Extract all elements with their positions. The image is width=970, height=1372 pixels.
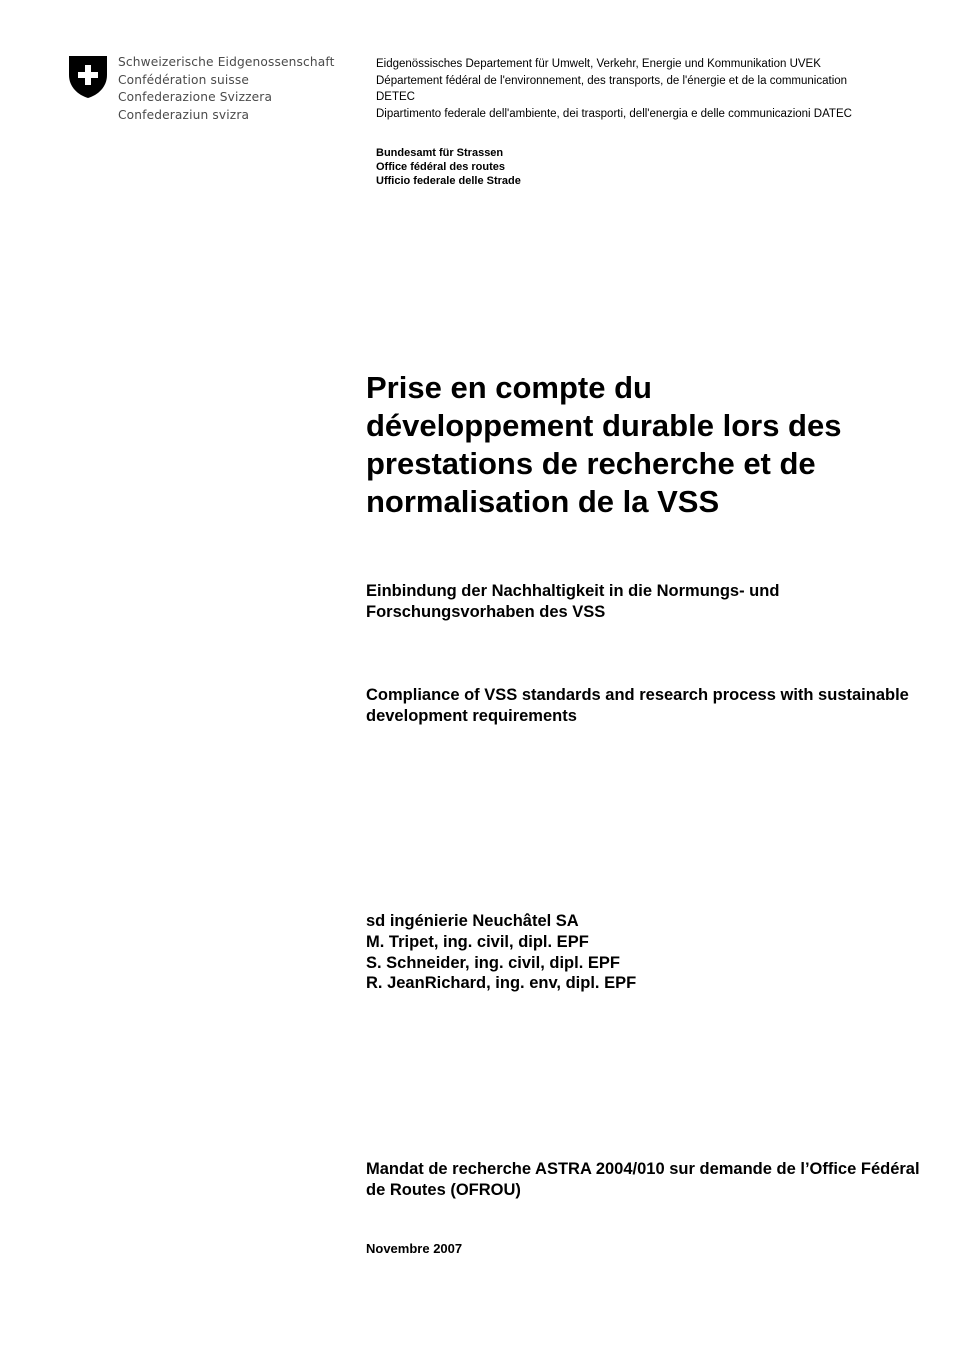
department-it: Dipartimento federale dell'ambiente, dei trasporti, dell'energia e delle communicazioni DATEC [376,107,852,120]
department-block [376,56,876,122]
confederation-name-rm: Confederaziun svizra [118,107,250,122]
office-fr: Office fédéral des routes [376,161,505,173]
mandate-statement: Mandat de recherche ASTRA 2004/010 sur demande de l’Office Fédéral de Routes (OFROU) [366,1160,920,1199]
swiss-shield-icon [68,55,108,99]
department-de: Eidgenössisches Departement für Umwelt, Verkehr, Energie und Kommunikation UVEK [376,58,821,70]
author-line: S. Schneider, ing. civil, dipl. EPF [366,953,620,972]
authors-block [366,911,636,994]
author-company: sd ingénierie Neuchâtel SA [366,912,579,930]
publication-date: Novembre 2007 [366,1241,463,1256]
confederation-name-fr: Confédération suisse [118,72,250,87]
office-de: Bundesamt für Strassen [376,147,504,159]
subtitle-english: Compliance of VSS standards and research process with sustainable development requirements [366,686,909,725]
confederation-name-it: Confederazione Svizzera [118,90,273,105]
document-title: Prise en compte du développement durable lors des prestations de recherche et de normalisation de la VSS [366,370,842,519]
author-line: M. Tripet, ing. civil, dipl. EPF [366,932,589,951]
department-fr: Département fédéral de l'environnement, des transports, de l'énergie et de la communication DETEC [376,74,848,103]
confederation-names [118,54,335,124]
confederation-name-de: Schweizerische Eidgenossenschaft [118,55,335,69]
author-line: R. JeanRichard, ing. env, dipl. EPF [366,974,637,993]
subtitle-german: Einbindung der Nachhaltigkeit in die Normungs- und Forschungsvorhaben des VSS [366,582,780,621]
office-it: Ufficio federale delle Strade [376,175,521,187]
office-block [376,146,521,188]
